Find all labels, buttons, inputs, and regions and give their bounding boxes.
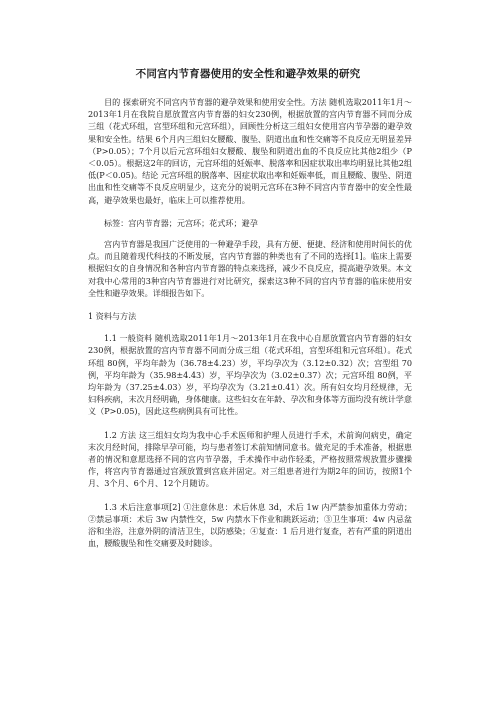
abstract-paragraph: 目的 探索研究不同宫内节育器的避孕效果和使用安全性。方法 随机选取2011年1月～2013年1月在我院自愿放置宫内节育器的妇女230例，根据放置的宫内节育器不同而分成三组（花式环组，宫型环组和元宫环组），回顾性分析这三组妇女使用宫内节孕器的避孕效果和安全性。结果 6个月内三组妇女腰酸、腹坠、阴道出血和性交痛等不良反应无明显差异（P>0.05）；7个月以后元宫环组妇女腰酸、腹坠和阴道出血的不良反应比其他2组少（P＜0.05）。根据这2年的回访，元宫环组的妊娠率、脱落率和因症状取出率均明显比其他2组低(P＜0.05)。结论 元宫环组的脱落率、因症状取出率和妊娠率低，而且腰酸、腹坠、阴道出血和性交痛等不良反应明显少，这充分的说明元宫环在3种不同宫内节育器中的安全性最高，避孕效果也最好，临床上可以推荐使用。 xyxy=(88,97,412,205)
section-1-2-paragraph: 1.2 方法 这三组妇女均为我中心手术医师和护理人员进行手术，术前询问病史，确定末次月经时间，排除早孕可能，均与患者签订术前知情同意书。做充足的手术准备，根据患者的情况和意愿选择不同的宫内节孕器，手术操作中动作轻柔，严格按照常规放置步骤操作，将宫内节育器通过宫颈放置到宫底并固定。对三组患者进行为期2年的回访，按照1个月、3个月、6个月、12个月随访。 xyxy=(88,429,412,489)
section-1-1-paragraph: 1.1 一般资料 随机选取2011年1月～2013年1月在我中心自愿放置宫内节育器的妇女230例，根据放置的宫内节育器不同而分成三组（花式环组，宫型环组和元宫环组）。花式环组 80例，平均年龄为（36.78±4.23）岁，平均孕次为（3.12±0.32）次；宫型组 70例，平均年龄为（35.98±4.43）岁，平均孕次为（3.02±0.37）次；元宫环组 80例，平均年龄为（37.25±4.03）岁，平均孕次为（3.21±0.41）次。所有妇女均月经规律，无妇科疾病，末次月经明确，身体健康。这些妇女在年龄、孕次和身体等方面均没有统计学意义（P>0.05)，因此这些病例具有可比性。 xyxy=(88,333,412,417)
keywords-paragraph: 标签：宫内节育器；元宫环；花式环；避孕 xyxy=(104,217,258,228)
paper-body xyxy=(88,96,412,561)
section-heading: 1 资料与方法 xyxy=(88,311,137,322)
paper-title: 不同宫内节育器使用的安全性和避孕效果的研究 xyxy=(135,68,361,80)
intro-paragraph: 宫内节育器是我国广泛使用的一种避孕手段，具有方便、便捷、经济和使用时间长的优点。而且随着现代科技的不断发展，宫内节育器的种类也有了不同的选择[1]。临床上需要根据妇女的自身情况和各种宫内节育器的特点来选择，减少不良反应，提高避孕效果。本文对我中心常用的3种宫内节育器进行对比研究，探索这3种不同的宫内节育器的临床使用安全性和避孕效果。详细报告如下。 xyxy=(88,239,412,298)
section-1-3-paragraph: 1.3 术后注意事项[2] ①注意休息：术后休息 3d，术后 1w 内严禁参加重体力劳动；②禁忌事项：术后 3w 内禁性交，5w 内禁水下作业和跳跃运动；③卫生事项：4w 内忌盆浴和坐浴，注意外阴的清洁卫生，以防感染；④复查：1 后月进行复查，若有严重的阴道出血，腰酸腹坠和性交痛要及时随诊。 xyxy=(88,501,412,549)
